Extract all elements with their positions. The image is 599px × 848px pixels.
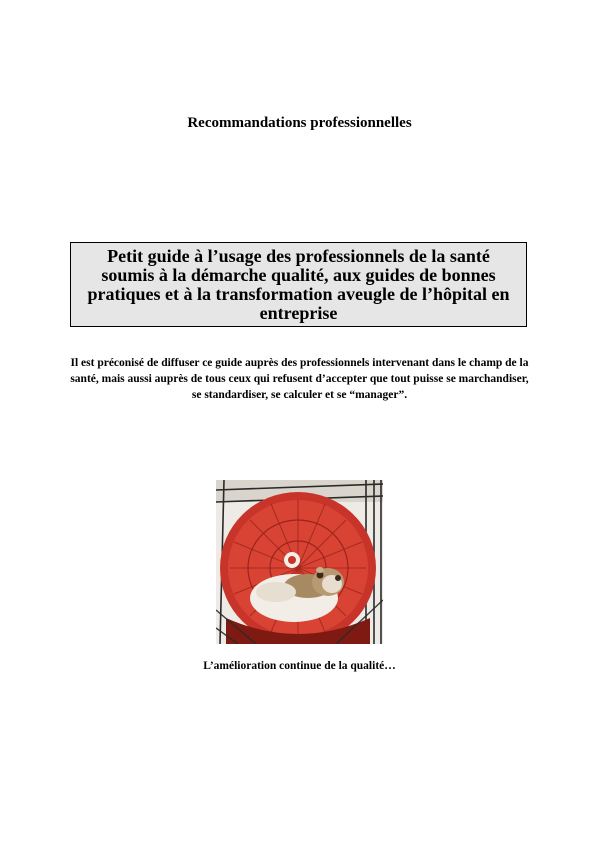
document-title: Petit guide à l’usage des professionnels de la santé soumis à la démarche qualité, aux guides de bonnes pratiques et à la transformation aveugle de l’hôpital en entreprise	[87, 245, 510, 323]
title-box	[70, 242, 527, 327]
hamster-wheel-photo	[216, 480, 383, 644]
document-header: Recommandations professionnelles	[187, 115, 412, 131]
image-caption: L’amélioration continue de la qualité…	[203, 660, 396, 672]
hamster-wheel-image	[216, 480, 383, 644]
recommendation-paragraph: Il est préconisé de diffuser ce guide auprès des professionnels intervenant dans le champ de la santé, mais aussi auprès de tous ceux qui refusent d’accepter que tout puisse se marchandiser, se standardiser, se calculer et se “manager”.	[70, 357, 529, 401]
